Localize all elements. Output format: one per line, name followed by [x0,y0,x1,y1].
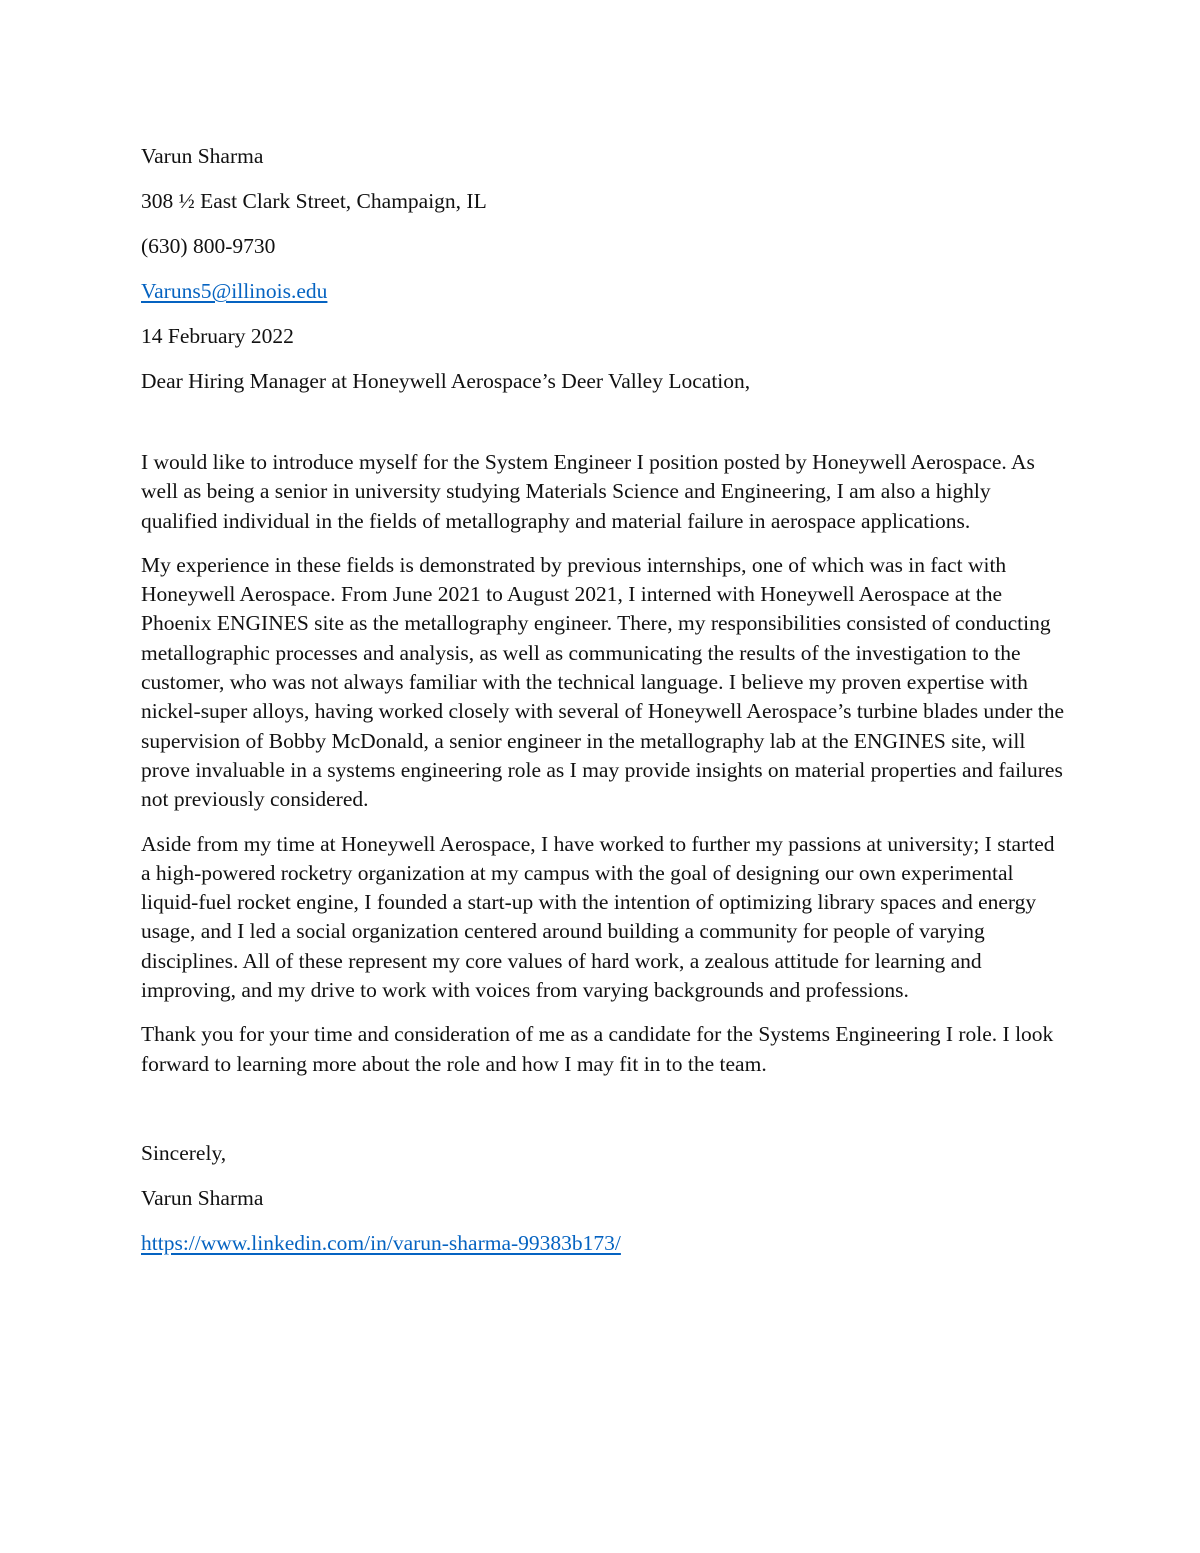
sender-email-link[interactable]: Varuns5@illinois.edu [141,279,328,303]
cover-letter [141,141,1066,1273]
sender-address: 308 ½ East Clark Street, Champaign, IL [141,189,487,213]
valediction: Sincerely, [141,1140,227,1165]
signature-name: Varun Sharma [141,1185,264,1210]
body-paragraph-thanks: Thank you for your time and consideration of me as a candidate for the Systems Engineering I role. I look forward to learning more about the role and how I may fit in to the team. [141,1022,1054,1076]
linkedin-link[interactable]: https://www.linkedin.com/in/varun-sharma-99383b173/ [141,1230,621,1255]
sender-phone: (630) 800-9730 [141,234,276,258]
body-paragraph-experience: My experience in these fields is demonstrated by previous internships, one of which was in fact with Honeywell Aerospace. From June 2021 to August 2021, I interned with Honeywell Aerospace at the Phoenix ENGINES site as the metallography engineer. There, my responsibilities consisted of conducting metallographic processes and analysis, as well as communicating the results of the investigation to the customer, who was not always familiar with the technical language. I believe my proven expertise with nickel-super alloys, having worked closely with several of Honeywell Aerospace’s turbine blades under the supervision of Bobby McDonald, a senior engineer in the metallography lab at the ENGINES site, will prove invaluable in a systems engineering role as I may provide insights on material properties and failures not previously considered. [141,552,1065,812]
body-paragraph-intro: I would like to introduce myself for the System Engineer I position posted by Honeywell Aerospace. As well as being a senior in university studying Materials Science and Engineering, I am also a highly qualified individual in the fields of metallography and material failure in aerospace applications. [141,450,1035,533]
letter-date: 14 February 2022 [141,324,294,348]
sender-name: Varun Sharma [141,144,264,168]
body-paragraph-activities: Aside from my time at Honeywell Aerospace, I have worked to further my passions at university; I started a high-powered rocketry organization at my campus with the goal of designing our own experimental liquid-fuel rocket engine, I founded a start-up with the intention of optimizing library spaces and energy usage, and I led a social organization centered around building a community for people of varying disciplines. All of these represent my core values of hard work, a zealous attitude for learning and improving, and my drive to work with voices from varying backgrounds and professions. [141,831,1055,1003]
salutation: Dear Hiring Manager at Honeywell Aerospace’s Deer Valley Location, [141,369,751,393]
